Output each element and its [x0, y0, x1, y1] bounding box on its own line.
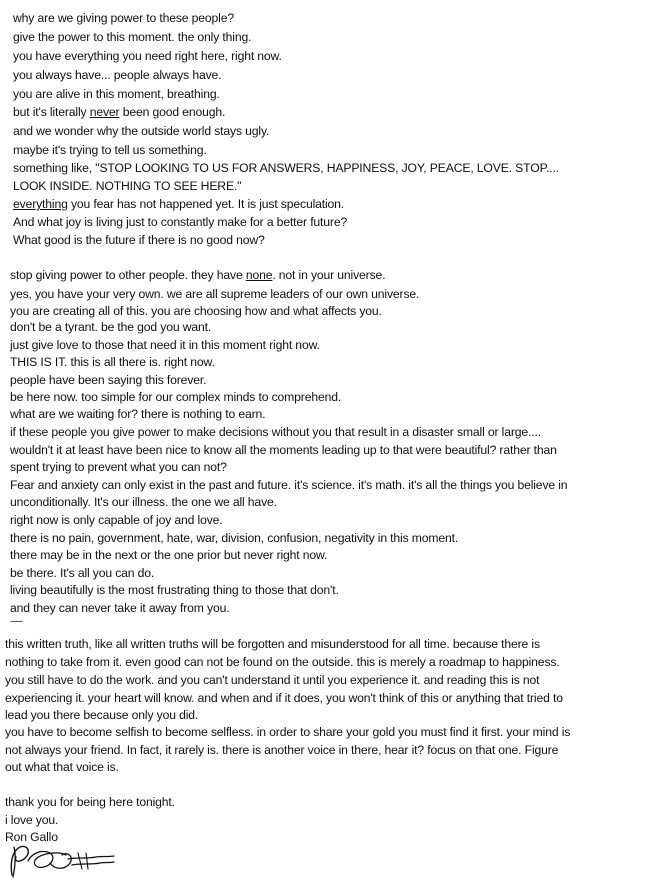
underlined-word: everything [13, 197, 68, 211]
text-line: there is no pain, government, hate, war, division, confusion, negativity in this moment. [10, 531, 459, 545]
text-line: you have everything you need right here, right now. [13, 49, 282, 63]
text-line: wouldn't it at least have been nice to know all the moments leading up to that were beautiful? rather than [10, 443, 557, 457]
text-line: LOOK INSIDE. NOTHING TO SEE HERE." [13, 179, 242, 193]
text-line: you always have... people always have. [13, 68, 222, 82]
text-line: living beautifully is the most frustrating thing to those that don't. [10, 583, 339, 597]
author-name: Ron Gallo [5, 830, 58, 844]
text-line: what are we waiting for? there is nothing to earn. [10, 407, 266, 421]
text-line: people have been saying this forever. [10, 373, 207, 387]
text-line: just give love to those that need it in this moment right now. [10, 338, 320, 352]
text-line: spent trying to prevent what you can not? [10, 460, 227, 474]
text-line: you are alive in this moment, breathing. [13, 87, 220, 101]
text-line: and they can never take it away from you. [10, 601, 230, 615]
text-line: Fear and anxiety can only exist in the past and future. it's science. it's math. it's all the things you believe in [10, 478, 568, 492]
text-line: if these people you give power to make decisions without you that result in a disaster small or large.... [10, 425, 541, 439]
text-line: be there. It's all you can do. [10, 566, 155, 580]
underlined-word: none [245, 268, 273, 282]
text-line: stop giving power to other people. they have none. not in your universe. [10, 268, 386, 282]
text-line: lead you there because only you did. [5, 708, 199, 722]
closing-line: i love you. [5, 813, 59, 827]
signature-image [6, 841, 116, 879]
text-line: something like, "STOP LOOKING TO US FOR ANSWERS, HAPPINESS, JOY, PEACE, LOVE. STOP.... [13, 161, 559, 175]
text-line: this written truth, like all written truths will be forgotten and misunderstood for all time. because there is [5, 637, 540, 651]
text-line: but it's literally never been good enough. [13, 105, 226, 119]
text-line: you have to become selfish to become selfless. in order to share your gold you must find it first. your mind is [5, 725, 571, 739]
text-line: why are we giving power to these people? [13, 11, 234, 25]
text-line: unconditionally. It's our illness. the one we all have. [10, 495, 277, 509]
text-line: not always your friend. In fact, it rarely is. there is another voice in there, hear it? focus on that one. Figure [5, 743, 559, 757]
text-line: you still have to do the work. and you can't understand it until you experience it. and reading this is not [5, 673, 540, 687]
text-line: right now is only capable of joy and love. [10, 513, 223, 527]
text-line: everything you fear has not happened yet. It is just speculation. [13, 197, 345, 211]
text-line: What good is the future if there is no good now? [13, 233, 265, 247]
text-line: you are creating all of this. you are choosing how and what affects you. [10, 304, 382, 318]
underlined-word: never [89, 105, 120, 119]
text-line: and we wonder why the outside world stays ugly. [13, 124, 270, 138]
text-line: experiencing it. your heart will know. and when and if it does, you won't think of this or anything that tried to [5, 691, 563, 705]
text-line: give the power to this moment. the only thing. [13, 30, 252, 44]
closing-line: thank you for being here tonight. [5, 795, 175, 809]
divider: ------ [10, 616, 22, 626]
text-line: there may be in the next or the one prior but never right now. [10, 548, 328, 562]
text-line: THIS IS IT. this is all there is. right now. [10, 355, 215, 369]
text-line: nothing to take from it. even good can not be found on the outside. this is merely a roadmap to happiness. [5, 655, 560, 669]
text-line: don't be a tyrant. be the god you want. [10, 320, 212, 334]
text-line: maybe it's trying to tell us something. [13, 143, 207, 157]
text-line: out what that voice is. [5, 760, 119, 774]
text-line: And what joy is living just to constantly make for a better future? [13, 215, 348, 229]
text-line: yes, you have your very own. we are all supreme leaders of our own universe. [10, 287, 420, 301]
text-line: be here now. too simple for our complex minds to comprehend. [10, 390, 342, 404]
